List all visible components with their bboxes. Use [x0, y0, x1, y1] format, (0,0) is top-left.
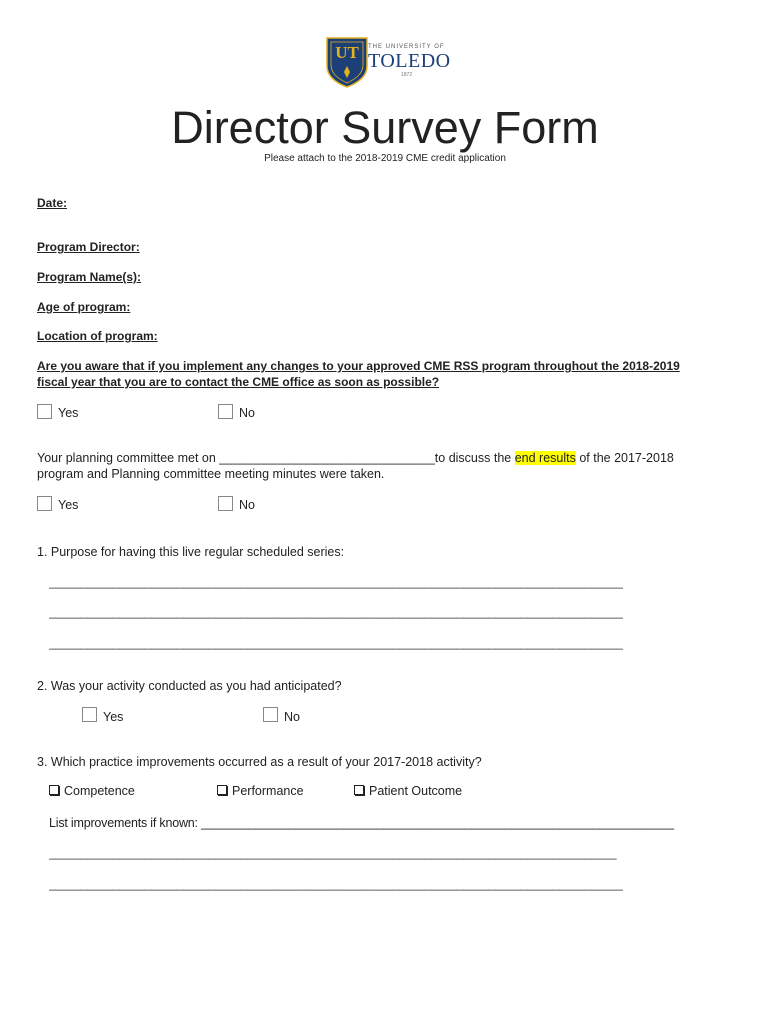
planning-text-line1	[37, 450, 674, 466]
planning-text-line2: program and Planning committee meeting minutes were taken.	[37, 467, 385, 481]
option-patient-outcome[interactable]	[354, 784, 462, 798]
planning-yes-label: Yes	[58, 498, 79, 512]
planning-text-part2: of the 2017-2018	[575, 451, 674, 465]
q3-answer-line-2[interactable]: __________________________________________________________________________________________	[49, 877, 623, 891]
location-label[interactable]: Location of program:	[37, 329, 158, 343]
page-subtitle: Please attach to the 2018-2019 CME credit application	[264, 153, 506, 164]
awareness-yes-checkbox[interactable]	[37, 404, 52, 419]
page-title: Director Survey Form	[171, 102, 599, 153]
highlighted-text: end results	[514, 451, 576, 465]
logo-monogram: UT	[335, 43, 359, 62]
awareness-no-label: No	[239, 406, 255, 420]
planning-text-part1: Your planning committee met on _______________________________to discuss the	[37, 451, 515, 465]
q2-yes-checkbox[interactable]	[82, 707, 97, 722]
q2-yes-label: Yes	[103, 710, 124, 724]
planning-no-checkbox[interactable]	[218, 496, 233, 511]
option-performance[interactable]	[217, 784, 304, 798]
question-3: 3. Which practice improvements occurred as a result of your 2017-2018 activity?	[37, 755, 482, 769]
checkbox-icon	[354, 785, 364, 795]
logo-year: 1872	[401, 72, 413, 78]
awareness-no-checkbox[interactable]	[218, 404, 233, 419]
question-2: 2. Was your activity conducted as you had anticipated?	[37, 679, 342, 693]
planning-yes-checkbox[interactable]	[37, 496, 52, 511]
q1-answer-line-1[interactable]: __________________________________________________________________________________________	[49, 575, 623, 589]
age-of-program-label[interactable]: Age of program:	[37, 300, 131, 314]
q2-no-checkbox[interactable]	[263, 707, 278, 722]
list-improvements-field[interactable]: List improvements if known: ______________________________________________________________________	[49, 816, 674, 830]
logo-name: TOLEDO	[368, 50, 451, 72]
question-1: 1. Purpose for having this live regular scheduled series:	[37, 545, 345, 559]
awareness-question-line2: fiscal year that you are to contact the CME office as soon as possible?	[37, 375, 440, 389]
option-performance-label: Performance	[232, 784, 304, 798]
option-competence[interactable]	[49, 784, 135, 798]
program-names-label[interactable]: Program Name(s):	[37, 270, 142, 284]
option-competence-label: Competence	[64, 784, 135, 798]
program-director-label[interactable]: Program Director:	[37, 240, 140, 254]
planning-no-label: No	[239, 498, 255, 512]
checkbox-icon	[217, 785, 227, 795]
checkbox-icon	[49, 785, 59, 795]
option-patient-outcome-label: Patient Outcome	[369, 784, 463, 798]
q1-answer-line-2[interactable]: __________________________________________________________________________________________	[49, 605, 623, 619]
q1-answer-line-3[interactable]: __________________________________________________________________________________________	[49, 636, 623, 650]
q3-answer-line-1[interactable]: _________________________________________________________________________________________	[49, 846, 617, 860]
date-label[interactable]: Date:	[37, 196, 68, 210]
q2-no-label: No	[284, 710, 300, 724]
awareness-yes-label: Yes	[58, 406, 79, 420]
logo-university-line: THE UNIVERSITY OF	[368, 44, 445, 50]
awareness-question-line1: Are you aware that if you implement any changes to your approved CME RSS program throughout the 2018-2019	[37, 359, 680, 373]
